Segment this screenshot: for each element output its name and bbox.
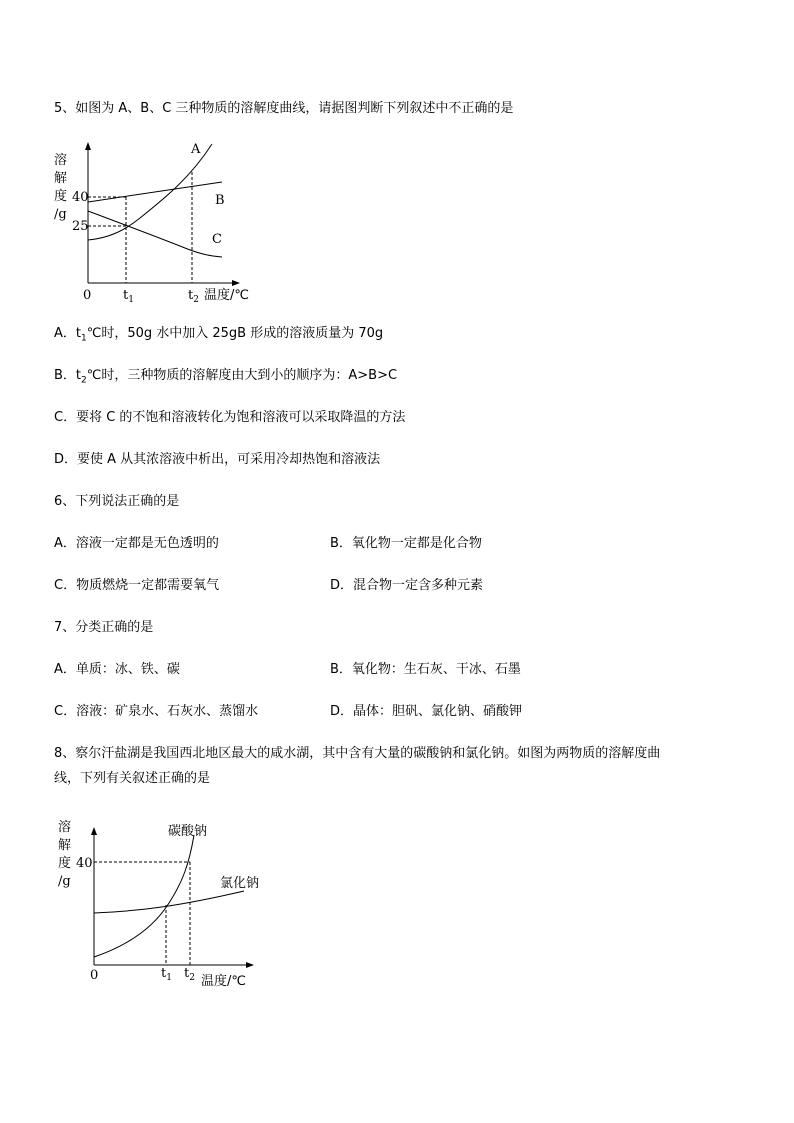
q5-stem: 5、如图为 A、B、C 三种物质的溶解度曲线，请据图判断下列叙述中不正确的是 xyxy=(54,101,514,116)
q5-curve-c xyxy=(88,211,222,257)
q5-curve-b xyxy=(88,182,222,202)
q8-xlabel: 温度/℃ xyxy=(201,974,246,989)
q8-origin: 0 xyxy=(90,968,99,983)
q8-ylabel-2: 解 xyxy=(58,838,72,853)
q8-ylabel-1: 溶 xyxy=(58,820,72,835)
q8-ylabel-4: /g xyxy=(58,874,71,889)
q5-t1: $t_1$ xyxy=(123,288,134,305)
q5-curve-a xyxy=(88,144,212,240)
q7-option-b: B．氧化物：生石灰、干冰、石墨 xyxy=(330,662,521,677)
q6-option-d: D．混合物一定含多种元素 xyxy=(330,578,484,593)
q8-curve-sodium-chloride xyxy=(94,891,244,913)
q5-tick-40: 40 xyxy=(72,190,89,205)
q8-label-sodium-chloride: 氯化钠 xyxy=(220,876,260,891)
q5-ylabel-3: 度 xyxy=(54,189,68,204)
q5-label-c: C xyxy=(212,232,222,247)
q5-ylabel-2: 解 xyxy=(54,171,68,186)
q8-stem-line1: 8、察尔汗盐湖是我国西北地区最大的咸水湖，其中含有大量的碳酸钠和氯化钠。如图为两物质的溶解度曲 xyxy=(54,746,661,761)
q6-option-b: B．氧化物一定都是化合物 xyxy=(330,536,482,551)
q7-option-d: D．晶体：胆矾、氯化钠、硝酸钾 xyxy=(330,704,523,719)
q5-tick-25: 25 xyxy=(72,219,89,234)
q5-label-b: B xyxy=(215,193,225,208)
q6-option-c: C．物质燃烧一定都需要氧气 xyxy=(54,578,220,593)
q8-label-sodium-carbonate: 碳酸钠 xyxy=(168,824,208,839)
q5-origin: 0 xyxy=(83,288,92,303)
q5-x-arrow xyxy=(232,280,240,286)
q8-solubility-graph xyxy=(54,815,274,990)
q5-label-a: A xyxy=(191,142,201,157)
q5-option-a: A．$t_1℃$时，50g 水中加入 25gB 形成的溶液质量为 70g xyxy=(54,326,384,344)
q5-option-c: C．要将 C 的不饱和溶液转化为饱和溶液可以采取降温的方法 xyxy=(54,410,406,425)
q7-option-c: C．溶液：矿泉水、石灰水、蒸馏水 xyxy=(54,704,259,719)
q6-option-a: A．溶液一定都是无色透明的 xyxy=(54,536,219,551)
q5-solubility-graph xyxy=(50,138,260,306)
q7-stem: 7、分类正确的是 xyxy=(54,620,154,635)
q8-t1: $t_1$ xyxy=(161,966,172,983)
q5-ylabel-4: /g xyxy=(54,207,67,222)
q8-tick-40: 40 xyxy=(76,856,93,871)
q8-stem-line2: 线，下列有关叙述正确的是 xyxy=(54,771,211,786)
q5-t2: $t_2$ xyxy=(188,288,199,305)
q7-option-a: A．单质：冰、铁、碳 xyxy=(54,662,180,677)
q5-ylabel-1: 溶 xyxy=(54,153,68,168)
q5-xlabel: 温度/℃ xyxy=(204,288,249,303)
q8-ylabel-3: 度 xyxy=(58,856,72,871)
q8-curve-sodium-carbonate xyxy=(94,835,194,957)
q5-option-d: D．要使 A 从其浓溶液中析出，可采用冷却热饱和溶液法 xyxy=(54,452,381,467)
q8-x-arrow xyxy=(246,962,254,968)
q5-option-b: B．$t_2℃$时，三种物质的溶解度由大到小的顺序为：A>B>C xyxy=(54,368,398,386)
q6-stem: 6、下列说法正确的是 xyxy=(54,494,180,509)
q8-y-arrow xyxy=(91,827,97,835)
q5-y-arrow xyxy=(85,142,91,150)
q8-t2: $t_2$ xyxy=(184,966,195,983)
